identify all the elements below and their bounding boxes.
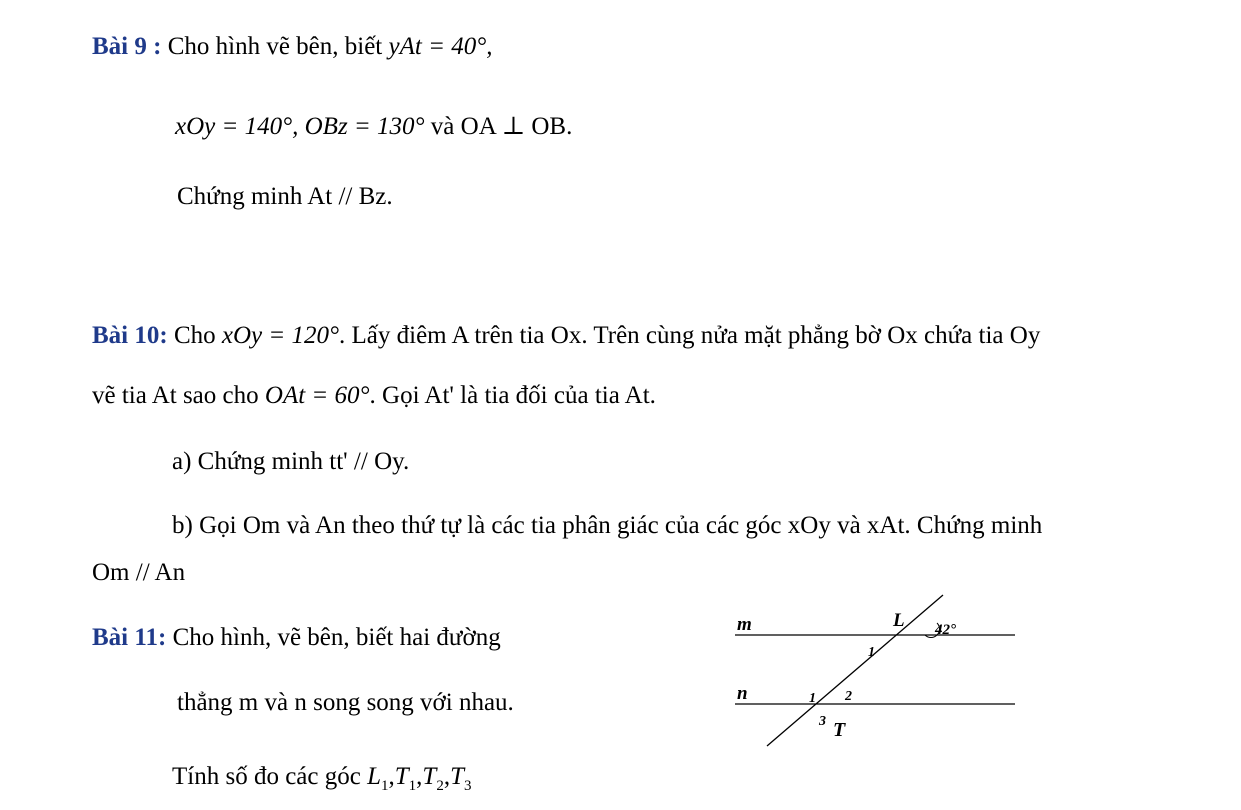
comma: , — [416, 763, 423, 790]
bai10-part-a-text: a) Chứng minh tt' // Oy. — [172, 448, 410, 475]
bai11-label: Bài 11: — [92, 624, 167, 651]
bai10-text-d: . Gọi At' là tia đối của tia At. — [369, 382, 656, 409]
label-T: T — [833, 719, 846, 741]
bai9-perp-text: và OA ⊥ OB. — [424, 113, 573, 140]
bai10-text-a: Cho — [167, 322, 222, 349]
bai9-prove: Chứng minh At // Bz. — [177, 183, 393, 210]
bai10-line2 — [92, 381, 656, 411]
bai11-line2 — [177, 688, 514, 718]
bai10-text-b: . Lấy điêm A trên tia Ox. Trên cùng nửa mặt phẳng bờ Ox chứa tia Oy — [339, 322, 1041, 349]
bai10-part-b — [172, 511, 1042, 541]
bai10-angle-OAt: OAt = 60° — [264, 382, 370, 409]
label-42: 42° — [935, 622, 956, 638]
bai11-line2-text: thẳng m và n song song với nhau. — [177, 689, 514, 716]
bai9-line3 — [177, 182, 393, 212]
angle-T1: $T_1$ — [394, 763, 417, 794]
bai9-angle-yAt: yAt = 40°, — [388, 33, 493, 60]
bai9-line1 — [92, 32, 492, 62]
bai11-line1 — [92, 623, 501, 653]
bai11-line3-text: Tính số đo các góc — [172, 763, 368, 790]
label-angle-1-T: 1 — [809, 691, 816, 706]
bai10-part-b-cont-text: Om // An — [92, 559, 186, 586]
bai10-text-c: vẽ tia At sao cho — [92, 382, 265, 409]
bai9-angles: xOy = 140°, OBz = 130° — [175, 113, 425, 140]
bai10-part-b-text: b) Gọi Om và An theo thứ tự là các tia phân giác của các góc xOy và xAt. Chứng minh — [172, 512, 1043, 539]
label-angle-2-T: 2 — [845, 689, 852, 704]
bai9-text: Cho hình vẽ bên, biết — [161, 33, 389, 60]
bai10-line1 — [92, 321, 1040, 351]
comma: , — [388, 763, 395, 790]
bai11-line3 — [172, 762, 471, 801]
bai10-label: Bài 10: — [92, 322, 168, 349]
label-angle-3-T: 3 — [819, 714, 826, 729]
label-L: L — [893, 610, 905, 631]
bai9-label: Bài 9 : — [92, 33, 162, 60]
label-n: n — [737, 683, 748, 704]
angle-L1: $L_1$ — [367, 763, 389, 794]
bai9-line2 — [175, 112, 572, 142]
parallel-lines-figure — [725, 590, 1025, 750]
bai10-part-b-cont — [92, 558, 185, 588]
bai11-text: Cho hình, vẽ bên, biết hai đường — [166, 624, 501, 651]
comma: , — [443, 763, 451, 790]
label-angle-1-L: 1 — [868, 645, 875, 660]
transversal — [767, 595, 943, 746]
bai10-part-a — [172, 447, 409, 477]
label-m: m — [737, 614, 752, 635]
angle-T3: $T_3$ — [450, 763, 472, 794]
bai10-angle-xOy: xOy = 120° — [221, 322, 340, 349]
angle-T2: $T_2$ — [422, 763, 444, 794]
